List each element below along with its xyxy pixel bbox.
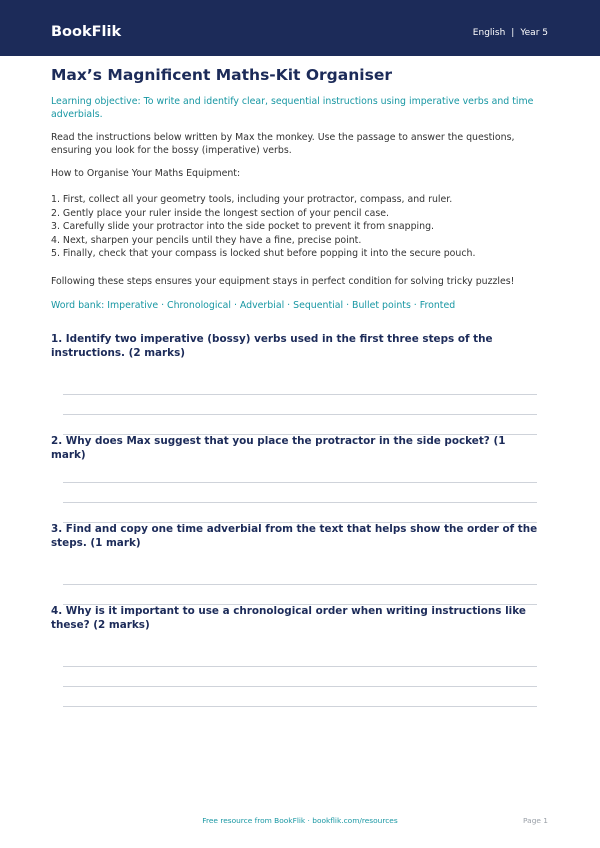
instructions-subheading: How to Organise Your Maths Equipment:: [51, 168, 241, 179]
answer-line[interactable]: [63, 482, 537, 483]
header-separator: |: [511, 28, 515, 38]
year-label: Year 5: [520, 28, 548, 38]
answer-line[interactable]: [63, 502, 537, 503]
page-number: Page 1: [523, 816, 548, 825]
page-title: Max’s Magnificent Maths-Kit Organiser: [51, 66, 392, 84]
answer-line[interactable]: [63, 686, 537, 687]
question-4: 4. Why is it important to use a chronological order when writing instructions like these? (2 marks): [51, 605, 526, 632]
question-2: 2. Why does Max suggest that you place the protractor in the side pocket? (1 mark): [51, 435, 506, 462]
answer-line[interactable]: [63, 394, 537, 395]
step-item: 5. Finally, check that your compass is locked shut before popping it into the secure pouch.: [51, 248, 476, 260]
word-bank: Word bank: Imperative · Chronological · Adverbial · Sequential · Bullet points · Fronted: [51, 300, 456, 311]
header-bar: [0, 0, 600, 56]
header-meta: [473, 26, 548, 40]
answer-line[interactable]: [63, 706, 537, 707]
footer-credit: Free resource from BookFlik · bookflik.com/resources: [202, 816, 398, 825]
step-item: 1. First, collect all your geometry tools, including your protractor, compass, and ruler.: [51, 194, 453, 205]
subject-label: English: [472, 28, 506, 38]
answer-line[interactable]: [63, 666, 537, 667]
answer-line[interactable]: [63, 584, 537, 585]
intro-paragraph: Read the instructions below written by Max the monkey. Use the passage to answer the questions, ensuring you look for the bossy (imperative) verbs.: [51, 132, 515, 156]
brand-logo-text: BookFlik: [51, 24, 122, 40]
question-3: 3. Find and copy one time adverbial from the text that helps show the order of the steps. (1 mark): [51, 523, 538, 550]
answer-line[interactable]: [63, 414, 537, 415]
step-item: 4. Next, sharpen your pencils until they have a fine, precise point.: [51, 234, 362, 246]
conclusion-paragraph: Following these steps ensures your equipment stays in perfect condition for solving tricky puzzles!: [51, 276, 515, 287]
step-item: 3. Carefully slide your protractor into the side pocket to prevent it from snapping.: [51, 221, 435, 233]
learning-objective: Learning objective: To write and identify clear, sequential instructions using imperative verbs and time adverbials.: [51, 96, 534, 120]
step-item: 2. Gently place your ruler inside the longest section of your pencil case.: [51, 207, 389, 219]
instruction-steps: [51, 193, 551, 261]
question-1: 1. Identify two imperative (bossy) verbs used in the first three steps of the instructions. (2 marks): [51, 333, 493, 360]
